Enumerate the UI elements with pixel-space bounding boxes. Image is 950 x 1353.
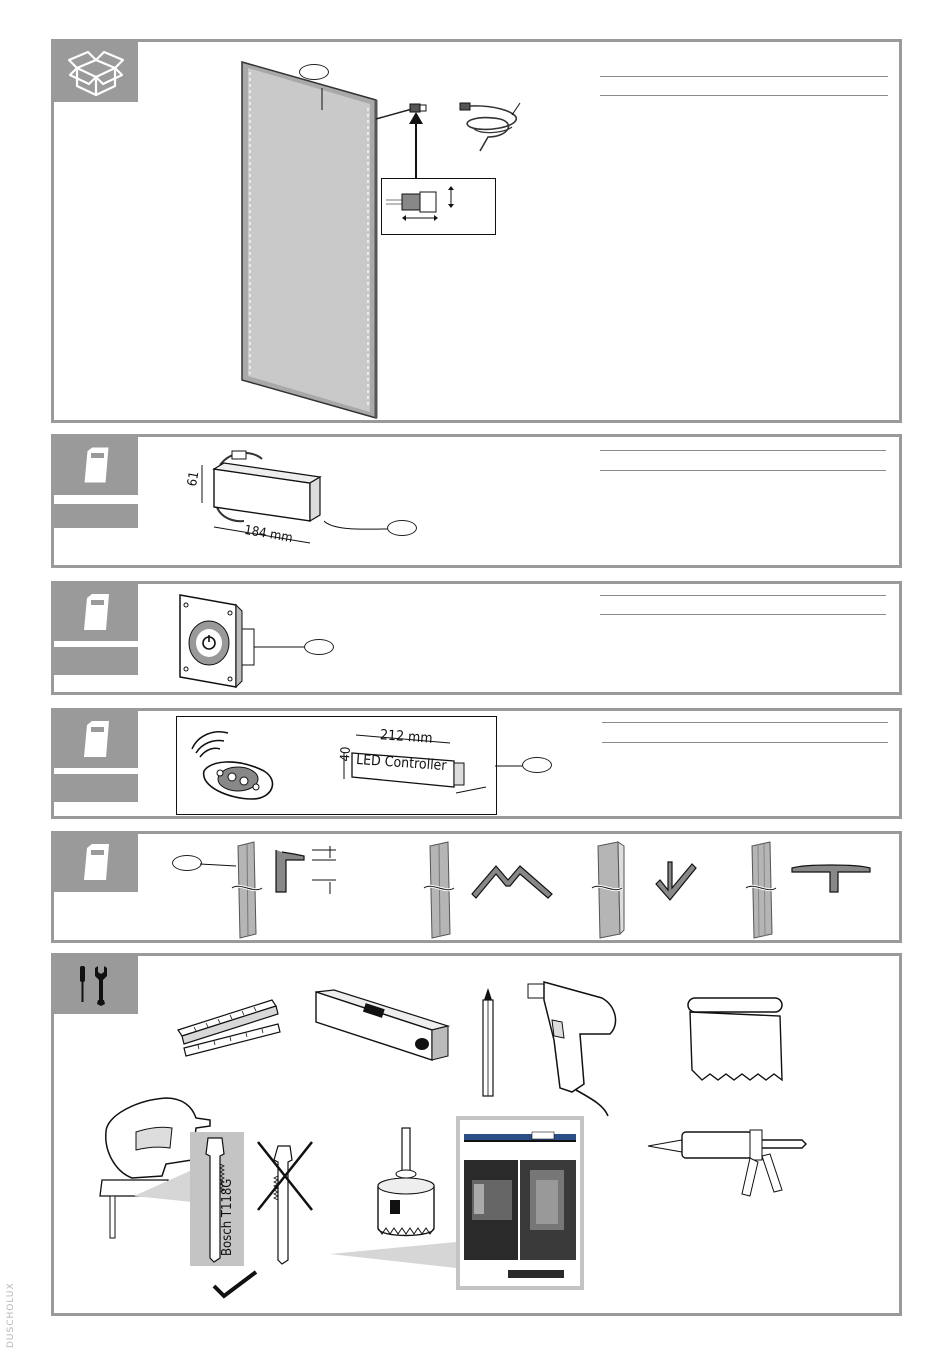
drill-icon bbox=[524, 980, 634, 1120]
pencil-icon bbox=[478, 986, 498, 1098]
open-box-icon bbox=[54, 42, 138, 102]
power-supply-height: 61 bbox=[185, 470, 203, 488]
callout-touch-switch bbox=[304, 639, 334, 655]
tab-bag bbox=[54, 834, 138, 892]
panel-tools bbox=[51, 953, 902, 1316]
callout-led-controller bbox=[522, 757, 552, 773]
bag-icon bbox=[54, 834, 138, 892]
jigsaw-callout-beam bbox=[134, 1166, 194, 1206]
panel-contents bbox=[51, 39, 902, 423]
jigsaw-blade-label: Bosch T118G bbox=[220, 1178, 235, 1256]
panel-profiles bbox=[51, 831, 902, 943]
blank-line-2 bbox=[600, 95, 888, 96]
tab-bag bbox=[54, 711, 138, 768]
instruction-booklet-icon bbox=[460, 1120, 580, 1286]
blank-line-1 bbox=[600, 76, 888, 77]
led-controller-height: 40 bbox=[338, 746, 355, 763]
panel-power-supply bbox=[51, 434, 902, 568]
blank-line-2 bbox=[602, 742, 888, 743]
remote-control-illustration bbox=[180, 721, 300, 809]
blank-line-2 bbox=[600, 614, 886, 615]
profile-u-illustration bbox=[232, 838, 342, 938]
hole-saw-icon bbox=[372, 1124, 442, 1244]
profile-t-illustration bbox=[746, 838, 886, 938]
touch-switch-illustration bbox=[172, 589, 262, 689]
tab-divider bbox=[54, 504, 138, 528]
profile-corner-illustration bbox=[424, 838, 564, 938]
callout-panel bbox=[299, 64, 329, 80]
caulking-gun-icon bbox=[646, 1122, 816, 1202]
folding-rule-icon bbox=[174, 994, 284, 1060]
tab-package bbox=[54, 42, 138, 102]
bag-icon bbox=[54, 711, 138, 768]
checkmark-icon bbox=[210, 1270, 260, 1300]
notched-trowel-icon bbox=[682, 992, 788, 1082]
spirit-level-icon bbox=[312, 986, 452, 1066]
led-controller-width: 212 mm bbox=[379, 727, 434, 747]
connector-detail-drawing bbox=[384, 182, 494, 232]
coiled-cable-illustration bbox=[454, 97, 534, 167]
panel-led-controller bbox=[51, 708, 902, 819]
tab-bag bbox=[54, 584, 138, 641]
blank-line-1 bbox=[602, 722, 888, 723]
booklet-callout-beam bbox=[330, 1240, 456, 1270]
detail-arrow bbox=[406, 112, 426, 184]
callout-power-supply bbox=[387, 520, 417, 536]
touch-switch-leader bbox=[254, 644, 306, 650]
power-supply-width: 184 mm bbox=[243, 522, 294, 547]
tab-divider bbox=[54, 774, 138, 802]
tab-bag bbox=[54, 437, 138, 495]
bag-icon bbox=[54, 437, 138, 495]
blank-line-1 bbox=[600, 450, 886, 451]
led-controller-label: LED Controller bbox=[355, 751, 448, 775]
tab-divider bbox=[54, 647, 138, 675]
brand-watermark: DUSCHOLUX bbox=[6, 1282, 16, 1348]
jigsaw-blade-rejected-icon bbox=[254, 1136, 318, 1266]
blank-line-2 bbox=[600, 470, 886, 471]
power-supply-leader bbox=[324, 517, 394, 537]
bag-icon bbox=[54, 584, 138, 641]
tab-tools bbox=[54, 956, 138, 1014]
panel-touch-switch bbox=[51, 581, 902, 695]
blank-line-1 bbox=[600, 595, 886, 596]
tools-icon bbox=[54, 956, 138, 1014]
callout-profile bbox=[172, 855, 202, 871]
profile-f-illustration bbox=[592, 838, 722, 938]
